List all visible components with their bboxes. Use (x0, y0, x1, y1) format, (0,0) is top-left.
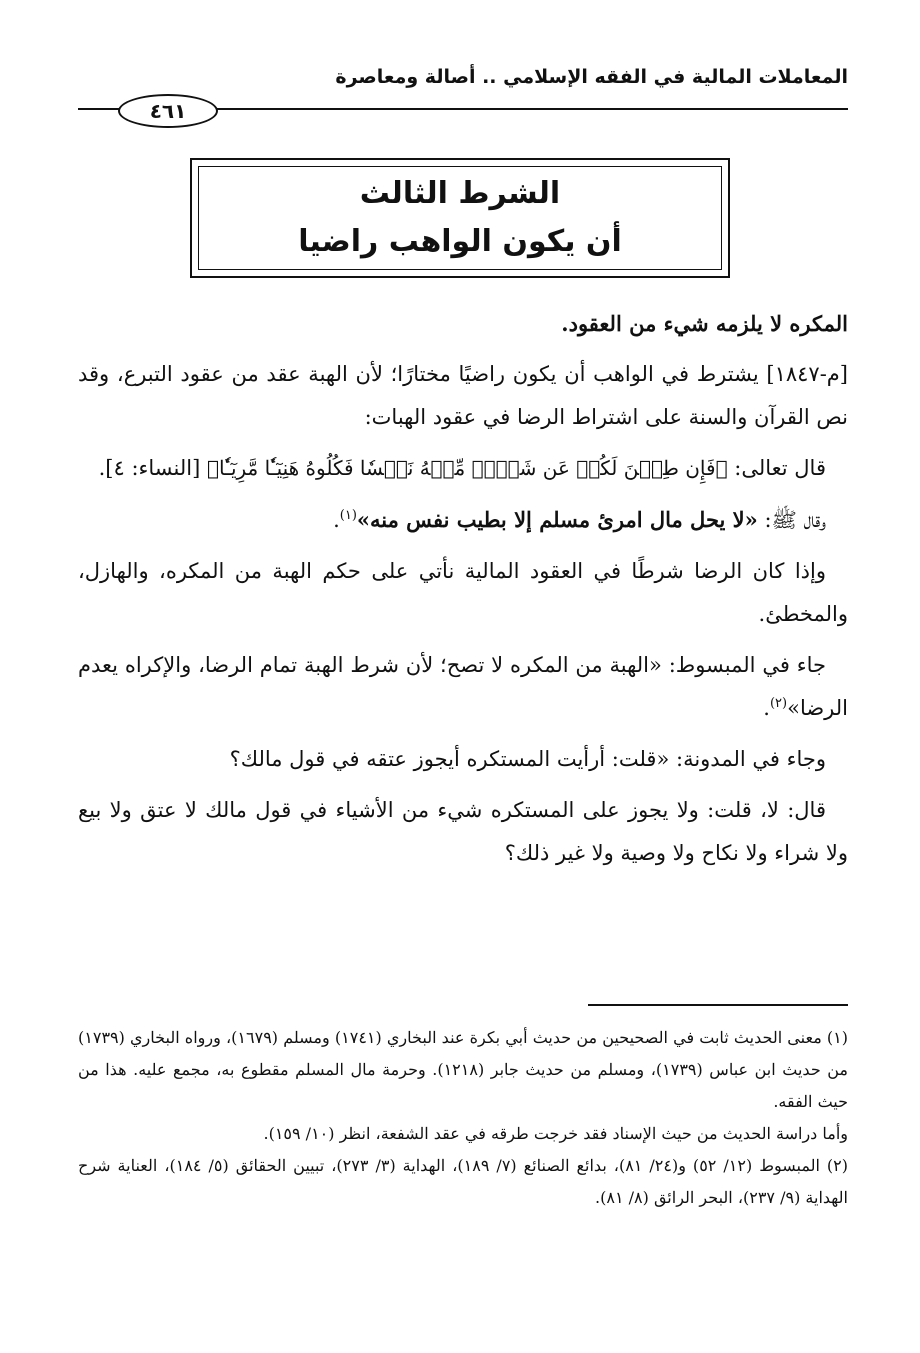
paragraph-mabsut (78, 644, 848, 730)
section-title-frame (190, 158, 730, 278)
footnote-2: (٢) المبسوط (١٢/ ٥٢) و(٢٤/ ٨١)، بدائع الصنائع (٧/ ١٨٩)، الهداية (٣/ ٢٧٣)، تبيين الحقائق (٥/ ١٨٤)، العناية شرح الهداية (٩/ ٢٣٧)، البحر الرائق (٨/ ٨١). (78, 1156, 849, 1207)
section-subtitle: أن يكون الواهب راضيا (298, 224, 622, 259)
footnotes (78, 1022, 848, 1214)
section-title-inner (198, 166, 722, 270)
footnote-1-continued: وأما دراسة الحديث من حيث الإسناد فقد خرجت طرقه في عقد الشفعة، انظر (١٠/ ١٥٩). (263, 1124, 848, 1143)
paragraph-quran (78, 447, 848, 490)
paragraph-mudawwana: وجاء في المدونة: «قلت: أرأيت المستكره أيجوز عتقه في قول مالك؟ (229, 747, 826, 771)
quran-intro: قال تعالى: (727, 456, 826, 480)
footnote-ref-1[interactable]: (١) (339, 508, 357, 523)
paragraph-1: [م-١٨٤٧] يشترط في الواهب أن يكون راضيًا مختارًا؛ لأن الهبة عقد من عقود التبرع، وقد نص القرآن والسنة على اشتراط الرضا في عقود الهبات: (78, 362, 848, 429)
section-title: الشرط الثالث (359, 176, 561, 211)
hadith-end: . (333, 508, 340, 532)
paragraph-2: وإذا كان الرضا شرطًا في العقود المالية نأتي على حكم الهبة من المكره، والهازل، والمخطئ. (78, 559, 848, 626)
mabsut-text: جاء في المبسوط: «الهبة من المكره لا تصح؛ لأن شرط الهبة تمام الرضا، والإكراه يعدم الرضا» (78, 653, 848, 720)
hadith-intro: وقال ﷺ: (757, 508, 826, 532)
page-number: ٤٦١ (118, 94, 218, 128)
quran-reference: [النساء: ٤]. (98, 456, 207, 480)
rule-statement: المكره لا يلزمه شيء من العقود. (561, 311, 848, 336)
paragraph-hadith (78, 498, 848, 542)
footnote-ref-2[interactable]: (٢) (769, 696, 788, 711)
body-text (78, 302, 848, 883)
running-header: المعاملات المالية في الفقه الإسلامي .. أصالة ومعاصرة (335, 66, 848, 88)
footnote-rule (588, 1004, 848, 1006)
quran-verse: ﴿فَإِن طِبۡنَ لَكُمۡ عَن شَيۡءٖ مِّنۡهُ نَفۡسٗا فَكُلُوهُ هَنِيٓـٔٗا مَّرِيٓـٔٗا﴾ (206, 456, 728, 480)
mabsut-end: . (763, 696, 770, 720)
paragraph-qala: قال: لا، قلت: ولا يجوز على المستكره شيء من الأشياء في قول مالك لا عتق ولا بيع ولا شراء ولا نكاح ولا وصية ولا غير ذلك؟ (78, 798, 848, 865)
footnote-1: (١) معنى الحديث ثابت في الصحيحين من حديث أبي بكرة عند البخاري (١٧٤١) ومسلم (١٦٧٩)، ورواه البخاري (١٧٣٩) من حديث ابن عباس (١٧٣٩)، ومسلم من حديث جابر (١٢١٨). وحرمة مال المسلم مقطوع به، مجمع عليه. هذا من حيث الفقه. (78, 1028, 849, 1111)
hadith-text: «لا يحل مال امرئ مسلم إلا بطيب نفس منه» (356, 507, 758, 532)
